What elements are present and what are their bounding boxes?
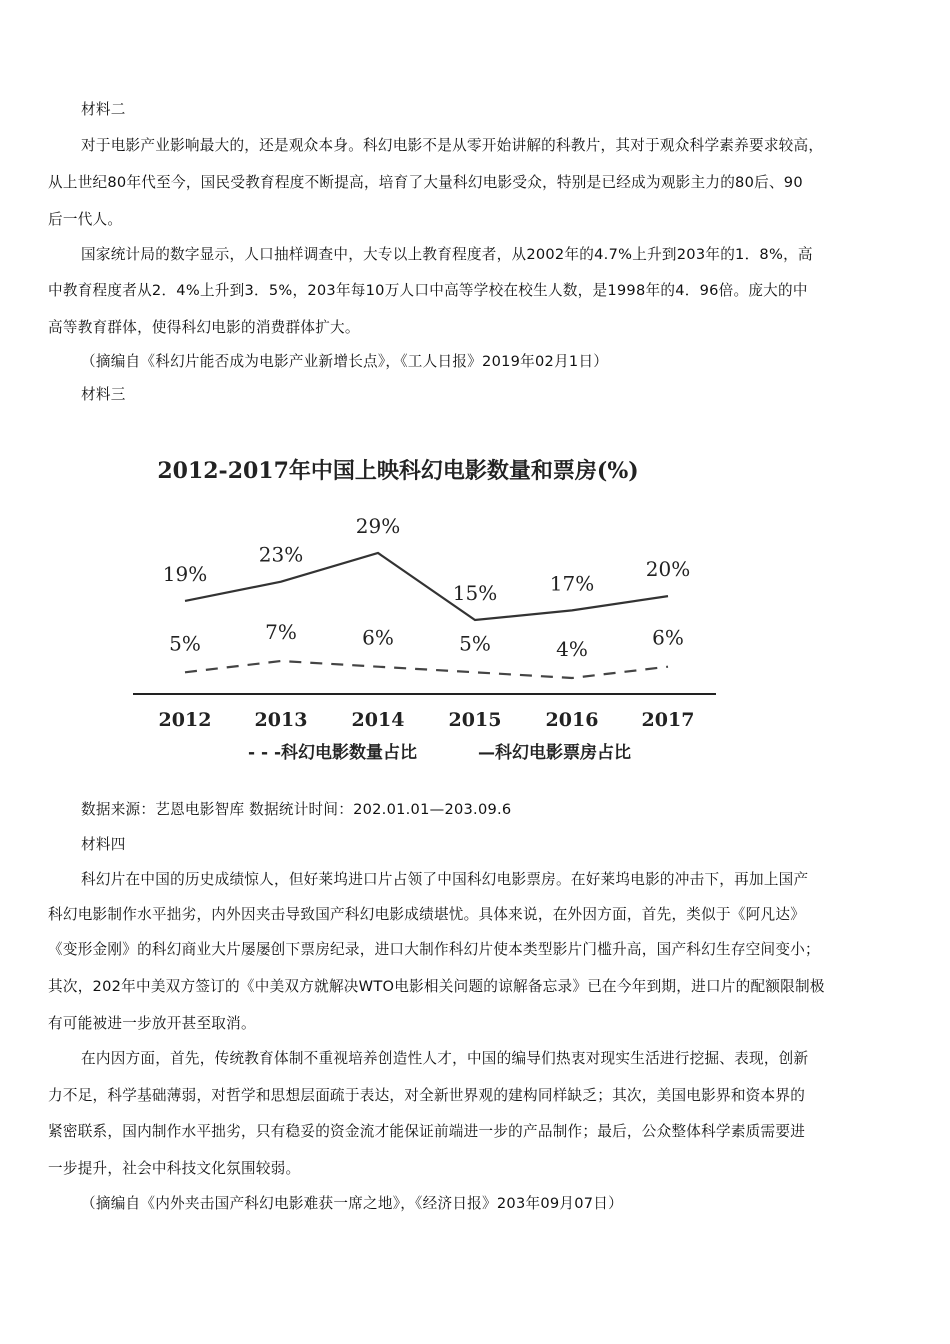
legend-count: - - -科幻电影数量占比 [248,743,418,763]
material4-p1-line2: 科幻电影制作水平拙劣，内外因夹击导致国产科幻电影成绩堪忧。具体来说，在外因方面，首先，类似于《阿凡达》 [48,906,806,923]
series-count [169,620,684,678]
material3-source: 数据来源：艺恩电影智库 数据统计时间：202.01.01—203.09.6 [81,801,512,818]
x-tick-label: 2016 [545,709,599,731]
count-label: 6% [652,625,684,650]
boxoffice-label: 20% [645,557,691,582]
x-tick-label: 2015 [448,709,502,731]
chart-title: 2012-2017年中国上映科幻电影数量和票房(%) [157,458,639,484]
boxoffice-label: 29% [355,514,401,538]
count-label: 4% [556,637,588,661]
x-tick-label: 2012 [158,709,212,731]
boxoffice-label: 19% [162,561,208,586]
material2-p1-line2: 从上世纪80年代至今，国民受教育程度不断提高，培育了大量科幻电影受众，特别是已经成为观影主力的80后、90 [48,174,803,191]
material2-p2-line1: 国家统计局的数字显示，人口抽样调查中，大专以上教育程度者，从2002年的4.7%上升到203年的1．8%，高 [81,246,813,263]
count-line [185,661,668,678]
material4-p2-line4: 一步提升，社会中科技文化氛围较弱。 [48,1160,301,1177]
boxoffice-line [185,553,668,620]
count-label: 5% [169,631,201,656]
series-boxoffice [163,514,690,620]
material4-p1-line4: 其次，202年中美双方签订的《中美双方就解决WTO电影相关问题的谅解备忘录》已在今年到期，进口片的配额限制极 [48,978,825,995]
x-tick-label: 2014 [351,709,405,731]
material4-p1-line3: 《变形金刚》的科幻商业大片屡屡创下票房纪录，进口大制作科幻片使本类型影片门槛升高，国产科幻生存空间变小； [48,941,820,958]
material4-source: （摘编自《内外夹击国产科幻电影难获一席之地》，《经济日报》203年09月07日） [81,1195,623,1212]
boxoffice-label: 23% [258,542,304,567]
chart [128,448,728,778]
material2-source: （摘编自《科幻片能否成为电影产业新增长点》，《工人日报》2019年02月1日） [81,353,609,370]
material4-p2-line1: 在内因方面，首先，传统教育体制不重视培养创造性人才，中国的编导们热衷对现实生活进行挖掘、表现，创新 [81,1050,809,1067]
material4-p2-line2: 力不足，科学基础薄弱，对哲学和思想层面疏于表达，对全新世界观的建构同样缺乏；其次，美国电影界和资本界的 [48,1087,806,1104]
count-label: 7% [265,620,297,644]
material2-p1-line3: 后一代人。 [48,211,123,228]
boxoffice-label: 17% [549,571,595,596]
material3-heading: 材料三 [81,386,126,403]
chart-svg [128,448,728,778]
material2-p1-line1: 对于电影产业影响最大的，还是观众本身。科幻电影不是从零开始讲解的科教片，其对于观众科学素养要求较高， [81,137,824,154]
material4-p1-line5: 有可能被进一步放开甚至取消。 [48,1015,256,1032]
x-tick-labels [159,709,695,731]
material2-p2-line3: 高等教育群体，使得科幻电影的消费群体扩大。 [48,319,360,336]
legend-boxoffice: —科幻电影票房占比 [478,743,631,763]
material2-heading: 材料二 [81,101,126,118]
x-tick-label: 2017 [641,709,695,731]
count-label: 5% [459,631,491,656]
count-label: 6% [362,625,394,650]
material2-p2-line2: 中教育程度者从2．4%上升到3．5%，203年每10万人口中高等学校在校生人数，是1998年的4．96倍。庞大的中 [48,282,808,299]
legend [248,742,631,763]
material4-p1-line1: 科幻片在中国的历史成绩惊人，但好莱坞进口片占领了中国科幻电影票房。在好莱坞电影的冲击下，再加上国产 [81,871,809,888]
boxoffice-label: 15% [452,581,498,605]
x-tick-label: 2013 [254,709,308,731]
material4-heading: 材料四 [81,836,126,853]
material4-p2-line3: 紧密联系，国内制作水平拙劣，只有稳妥的资金流才能保证前端进一步的产品制作；最后，公众整体科学素质需要进 [48,1123,806,1140]
